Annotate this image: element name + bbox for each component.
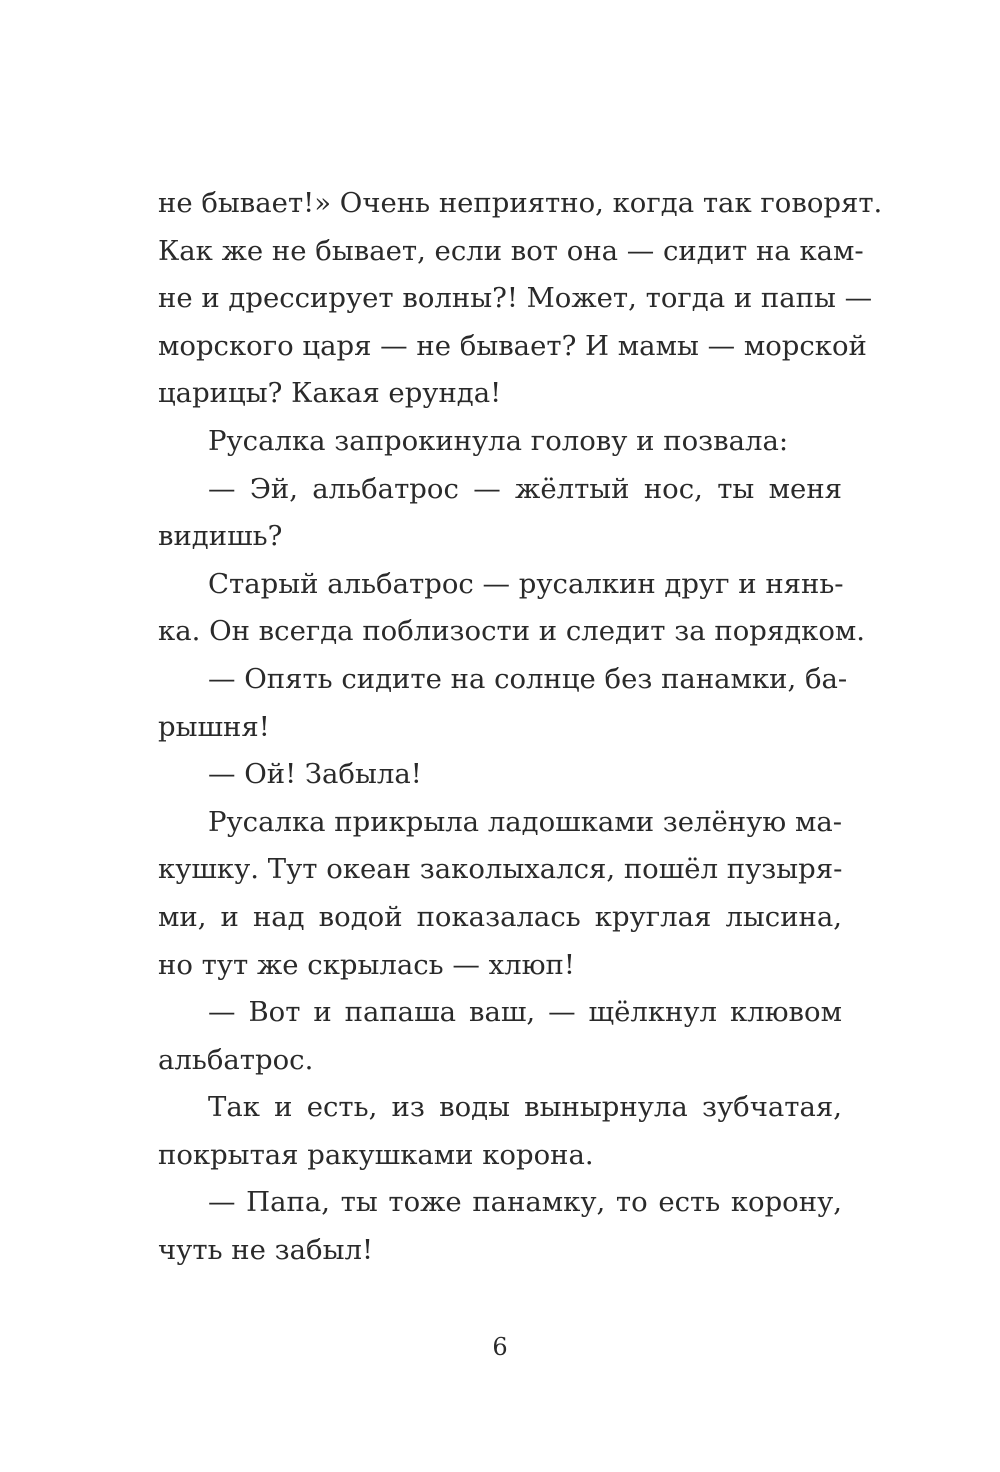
- text-line: покрытая ракушками корона.: [158, 1138, 594, 1171]
- text-line: чуть не забыл!: [158, 1234, 373, 1267]
- text-line: Русалка прикрыла ладошками зелёную ма-: [208, 805, 843, 838]
- body-text: [158, 180, 883, 1275]
- text-line: Русалка запрокинула голову и позвала:: [208, 424, 789, 457]
- text-line: видишь?: [158, 520, 283, 553]
- text-line: — Ой! Забыла!: [208, 758, 422, 791]
- text-line: царицы? Какая ерунда!: [158, 377, 502, 410]
- text-line: Так и есть, из воды вынырнула зубчатая,: [208, 1091, 842, 1124]
- text-line: Старый альбатрос — русалкин друг и нянь-: [208, 567, 844, 600]
- text-line: альбатрос.: [158, 1043, 314, 1076]
- text-line: морского царя — не бывает? И мамы — морской: [158, 329, 867, 362]
- text-line: не бывает!» Очень неприятно, когда так говорят.: [158, 187, 883, 219]
- text-line: — Папа, ты тоже панамку, то есть корону,: [208, 1186, 842, 1219]
- text-line: ка. Он всегда поблизости и следит за порядком.: [158, 615, 866, 648]
- text-line: рышня!: [158, 710, 270, 743]
- text-line: — Опять сидите на солнце без панамки, ба-: [208, 662, 848, 695]
- page-number: 6: [492, 1333, 508, 1361]
- text-line: — Эй, альбатрос — жёлтый нос, ты меня: [208, 472, 842, 505]
- text-line: — Вот и папаша ваш, — щёлкнул клювом: [208, 996, 842, 1029]
- text-line: не и дрессирует волны?! Может, тогда и папы —: [158, 282, 873, 315]
- text-line: кушку. Тут океан заколыхался, пошёл пузыря-: [158, 853, 843, 886]
- text-line: ми, и над водой показалась круглая лысина,: [158, 900, 842, 933]
- text-line: Как же не бывает, если вот она — сидит на кам-: [158, 234, 864, 267]
- text-line: но тут же скрылась — хлюп!: [158, 948, 575, 981]
